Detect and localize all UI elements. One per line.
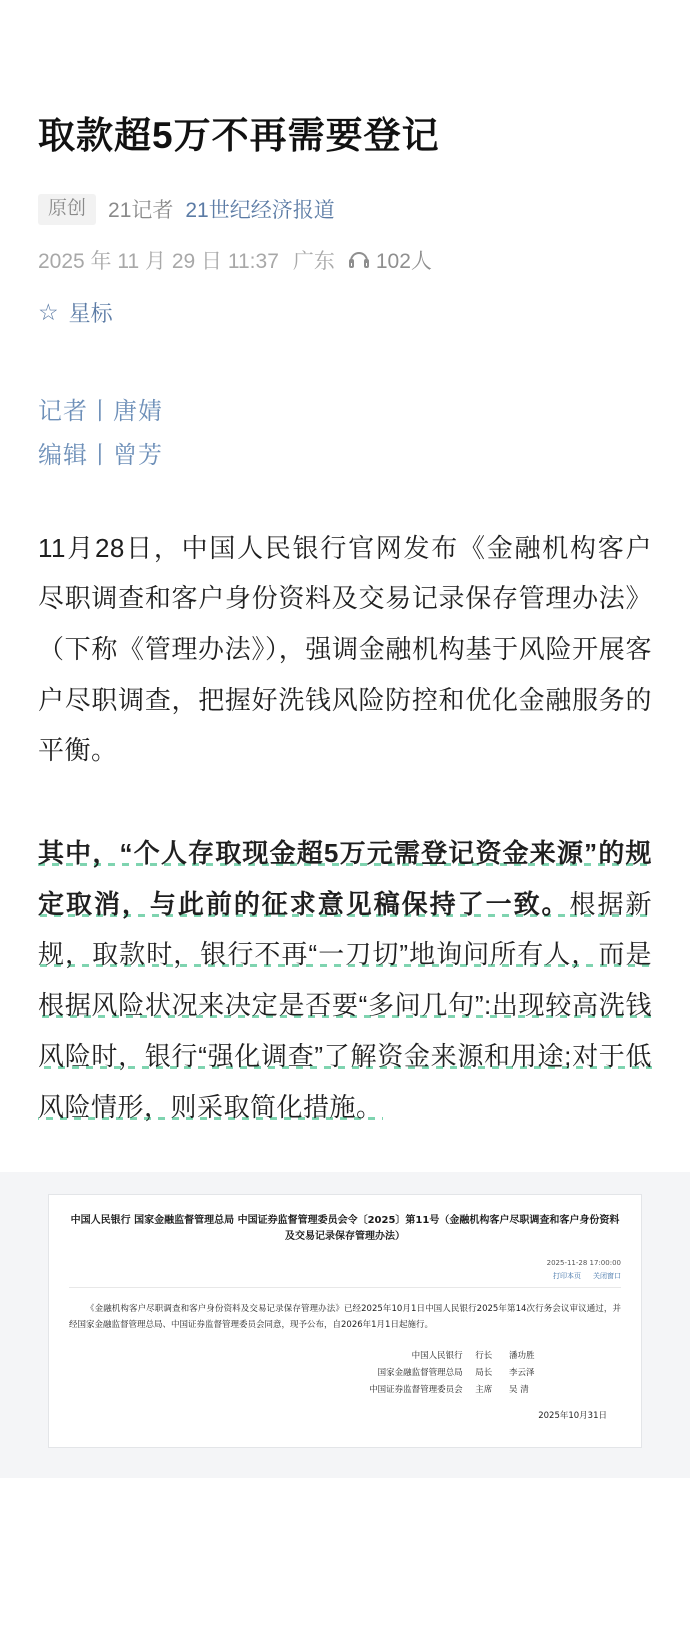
article-paragraph-highlighted	[38, 828, 652, 1132]
signature-title: 行长	[475, 1350, 493, 1361]
document-signatures	[69, 1348, 621, 1399]
document-sheet	[48, 1194, 642, 1447]
page-title: 取款超5万不再需要登记	[38, 115, 440, 156]
listen-count: 102人	[375, 249, 432, 273]
article-meta-secondary	[38, 245, 652, 275]
signature-name: 李云泽	[509, 1367, 535, 1378]
document-body-text: 《金融机构客户尽职调查和客户身份资料及交易记录保存管理办法》已经2025年10月1日中国人民银行2025年第14次行务会议审议通过，并经国家金融监督管理总局、中国证券监督管理委员会同意，现予公布，自2026年1月1日起施行。	[69, 1304, 621, 1330]
byline	[38, 390, 652, 479]
signature-name: 吴 清	[509, 1384, 529, 1395]
publish-datetime: 2025 年 11 月 29 日 11:37	[38, 249, 279, 273]
signature-row	[69, 1348, 563, 1365]
publisher-account-link[interactable]: 21世纪经济报道	[185, 199, 335, 223]
signature-org: 中国人民银行	[411, 1350, 463, 1361]
publish-location: 广东	[292, 249, 335, 273]
document-timestamp: 2025-11-28 17:00:00	[546, 1259, 621, 1268]
author-name: 21记者	[108, 199, 174, 223]
signature-org: 国家金融监督管理总局	[377, 1367, 463, 1378]
byline-editor: 编辑丨曾芳	[38, 442, 163, 470]
signature-row	[69, 1382, 563, 1399]
signature-row	[69, 1365, 563, 1382]
document-divider	[69, 1287, 621, 1288]
article-paragraph: 11月28日，中国人民银行官网发布《金融机构客户尽职调查和客户身份资料及交易记录保存管理办法》（下称《管理办法》），强调金融机构基于风险开展客户尽职调查，把握好洗钱风险防控和优化金融服务的平衡。	[38, 532, 652, 766]
headphone-icon	[349, 252, 369, 268]
highlight-segment-bold: 其中，“个人存取现金超5万元需登记资金来源”的规定取消，与此前的征求意见稿保持了一致。	[38, 838, 652, 922]
signature-org: 中国证券监督管理委员会	[369, 1384, 463, 1395]
print-link: 打印本页	[553, 1272, 581, 1281]
signature-title: 局长	[475, 1367, 493, 1378]
star-button[interactable]	[38, 297, 113, 328]
official-document-image	[0, 1172, 690, 1477]
highlight-segment: 根据新规，取款时，银行不再“一刀切”地询问所有人，而是根据风险状况来决定是否要“多问几句”:出现较高洗钱风险时，银行“强化调查”了解资金来源和用途;对于低风险情形，则采取简化措施。	[38, 889, 652, 1125]
signature-title: 主席	[475, 1384, 493, 1395]
signature-name: 潘功胜	[509, 1350, 535, 1361]
document-date: 2025年10月31日	[538, 1410, 607, 1421]
star-label: 星标	[68, 300, 113, 326]
listen-count-group[interactable]	[349, 245, 432, 275]
star-outline-icon: ☆	[38, 298, 59, 325]
article-meta-primary	[38, 194, 652, 225]
original-badge: 原创	[38, 194, 96, 225]
document-header-title: 中国人民银行 国家金融监督管理总局 中国证券监督管理委员会令〔2025〕第11号（金融机构客户尽职调查和客户身份资料及交易记录保存管理办法）	[70, 1215, 620, 1243]
close-window-link: 关闭窗口	[593, 1272, 621, 1281]
byline-reporter: 记者丨唐婧	[38, 397, 163, 425]
document-links	[69, 1271, 621, 1281]
